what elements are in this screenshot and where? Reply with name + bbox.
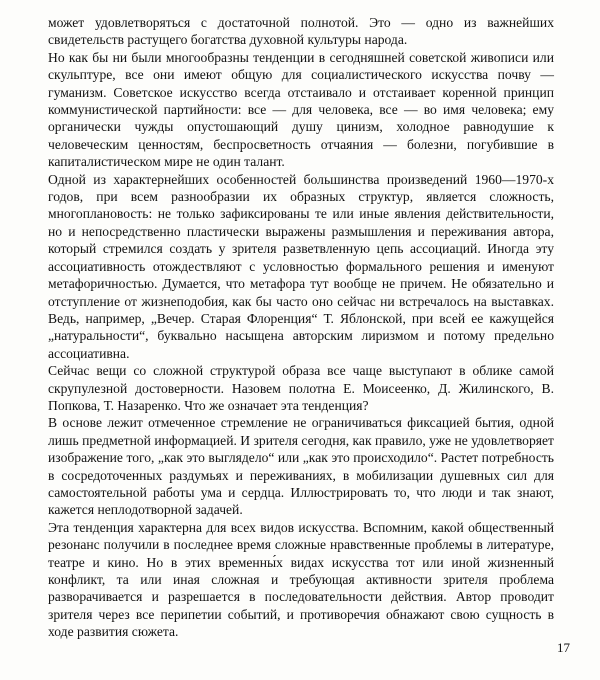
paragraph-3: Одной из характернейших особенностей большинства произведений 1960—1970-х годов, при всем разнообразии их образных структур, является сложность, многоплановость: не только зафиксированы те или иные явления действительности, но и непосредственно пластически выражены размышления и переживания автора, который стремился создать у зрителя разветвленную цепь ассоциаций. Иногда эту ассоциативность отождествляют с условностью формального решения и именуют метафоричностью. Думается, что метафора тут вообще не причем. Не обязательно и отступление от жизнеподобия, как бы часто оно сейчас ни встречалось на выставках. Ведь, например, „Вечер. Старая Флоренция“ Т. Яблонской, при всей ее кажущейся „натуральности“, буквально насыщена авторским лиризмом и потому предельно ассоциативна. bbox=[48, 171, 554, 361]
paragraph-6: Эта тенденция характерна для всех видов искусства. Вспомним, какой общественный резонанс получили в последнее время сложные нравственные проблемы в литературе, театре и кино. Но в этих временны́х видах искусства тот или иной жизненный конфликт, та или иная сложная и требующая активности зрителя проблема разворачивается и разрешается в последовательности действия. Автор проводит зрителя через все перипетии событий, и противоречия обнажают свою сущность в ходе развития сюжета. bbox=[48, 519, 554, 640]
paragraph-1: может удовлетворяться с достаточной полнотой. Это — одно из важнейших свидетельств растущего богатства духовной культуры народа. bbox=[48, 15, 554, 48]
paragraph-4: Сейчас вещи со сложной структурой образа все чаще выступают в облике самой скрупулезной достоверности. Назовем полотна Е. Моисеенко, Д. Жилинского, В. Попкова, Т. Назаренко. Что же означает эта тенденция? bbox=[48, 363, 554, 413]
body-text bbox=[48, 14, 554, 641]
paragraph-2: Но как бы ни были многообразны тенденции в сегодняшней советской живописи или скульптуре, все они имеют общую для социалистического искусства почву — гуманизм. Советское искусство всегда отстаивало и отстаивает коренной принцип коммунистической партийности: все — для человека, все — во имя человека; ему органически чужды опустошающий душу цинизм, холодное равнодушие к человеческим ценностям, беспросветность отчаяния — болезни, погубившие в капиталистическом мире не один талант. bbox=[48, 49, 554, 170]
paragraph-5: В основе лежит отмеченное стремление не ограничиваться фиксацией бытия, одной лишь предметной информацией. И зрителя сегодня, как правило, уже не удовлетворяет изображение того, „как это выглядело“ или „как это происходило“. Растет потребность в сосредоточенных раздумьях и переживаниях, в мобилизации душевных сил для самостоятельной работы ума и сердца. Иллюстрировать то, что люди и так знают, кажется неплодотворной задачей. bbox=[48, 415, 554, 518]
page-number: 17 bbox=[557, 640, 570, 655]
